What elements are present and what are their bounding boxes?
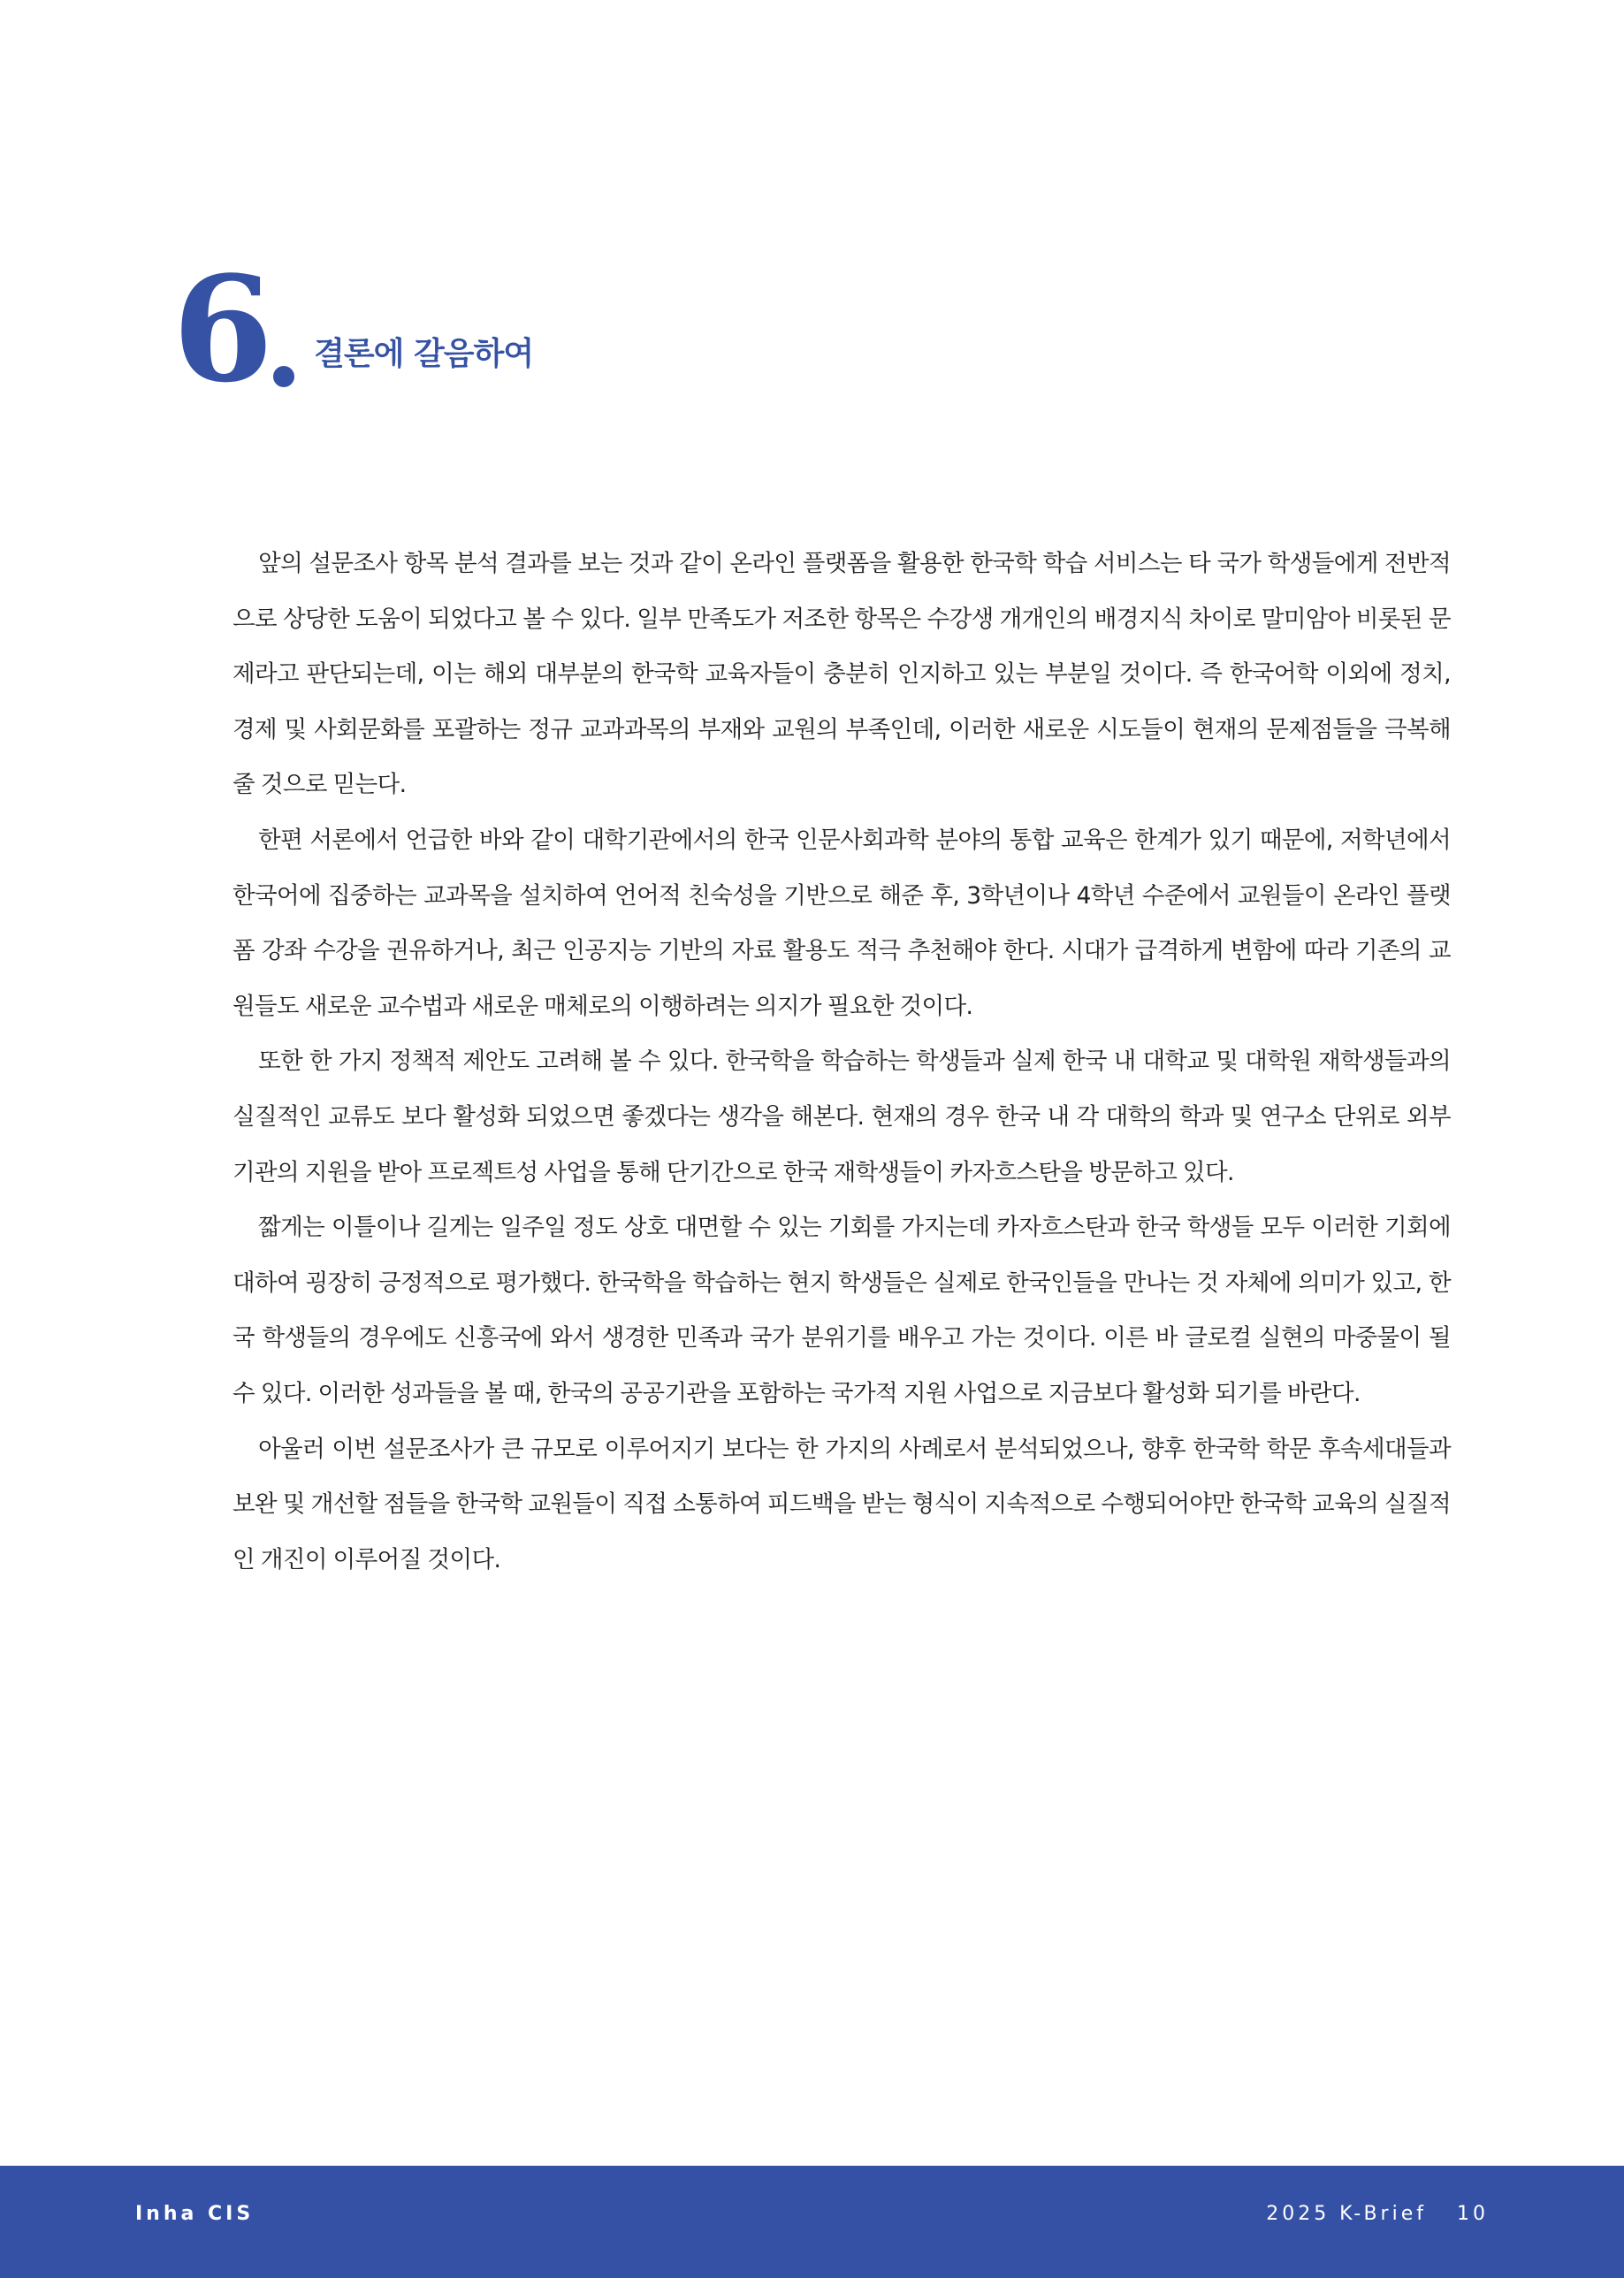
paragraph-3: 또한 한 가지 정책적 제안도 고려해 볼 수 있다. 한국학을 학습하는 학생들과 실제 한국 내 대학교 및 대학원 재학생들과의 실질적인 교류도 보다 활성화 되었으면 좋겠다는 생각을 해본다. 현재의 경우 한국 내 각 대학의 학과 및 연구소 단위로 외부 기관의 지원을 받아 프로젝트성 사업을 통해 단기간으로 한국 재학생들이 카자흐스탄을 방문하고 있다. <box>233 1048 1451 1186</box>
page-number: 10 <box>1457 2203 1489 2225</box>
body-text <box>233 537 1451 1588</box>
paragraph-5: 아울러 이번 설문조사가 큰 규모로 이루어지기 보다는 한 가지의 사례로서 분석되었으나, 향후 한국학 학문 후속세대들과 보완 및 개선할 점들을 한국학 교원들이 직접 소통하여 피드백을 받는 형식이 지속적으로 수행되어야만 한국학 교육의 실질적인 개진이 이루어질 것이다. <box>233 1435 1451 1573</box>
section-title: 결론에 갈음하여 <box>314 336 534 372</box>
footer-bar <box>0 2166 1624 2278</box>
footer-org: Inha CIS <box>135 2203 255 2225</box>
section-number-dot <box>273 366 294 387</box>
section-number: 6 <box>172 244 271 415</box>
paragraph-1: 앞의 설문조사 항목 분석 결과를 보는 것과 같이 온라인 플랫폼을 활용한 한국학 학습 서비스는 타 국가 학생들에게 전반적으로 상당한 도움이 되었다고 볼 수 있다. 일부 만족도가 저조한 항목은 수강생 개개인의 배경지식 차이로 말미암아 비롯된 문제라고 판단되는데, 이는 해외 대부분의 한국학 교육자들이 충분히 인지하고 있는 부분일 것이다. 즉 한국어학 이외에 정치, 경제 및 사회문화를 포괄하는 정규 교과과목의 부재와 교원의 부족인데, 이러한 새로운 시도들이 현재의 문제점들을 극복해 줄 것으로 믿는다. <box>233 550 1451 799</box>
paragraph-4: 짧게는 이틀이나 길게는 일주일 정도 상호 대면할 수 있는 기회를 가지는데 카자흐스탄과 한국 학생들 모두 이러한 기회에 대하여 굉장히 긍정적으로 평가했다. 한국학을 학습하는 현지 학생들은 실제로 한국인들을 만나는 것 자체에 의미가 있고, 한국 학생들의 경우에도 신흥국에 와서 생경한 민족과 국가 분위기를 배우고 가는 것이다. 이른 바 글로컬 실현의 마중물이 될 수 있다. 이러한 성과들을 볼 때, 한국의 공공기관을 포함하는 국가적 지원 사업으로 지금보다 활성화 되기를 바란다. <box>233 1214 1451 1407</box>
footer-publication: 2025 K-Brief <box>1266 2203 1427 2225</box>
footer-right <box>1266 2203 1489 2225</box>
paragraph-2: 한편 서론에서 언급한 바와 같이 대학기관에서의 한국 인문사회과학 분야의 통합 교육은 한계가 있기 때문에, 저학년에서 한국어에 집중하는 교과목을 설치하여 언어적 친숙성을 기반으로 해준 후, 3학년이나 4학년 수준에서 교원들이 온라인 플랫폼 강좌 수강을 권유하거나, 최근 인공지능 기반의 자료 활용도 적극 추천해야 한다. 시대가 급격하게 변함에 따라 기존의 교원들도 새로운 교수법과 새로운 매체로의 이행하려는 의지가 필요한 것이다. <box>233 826 1451 1020</box>
section-heading <box>172 244 534 415</box>
